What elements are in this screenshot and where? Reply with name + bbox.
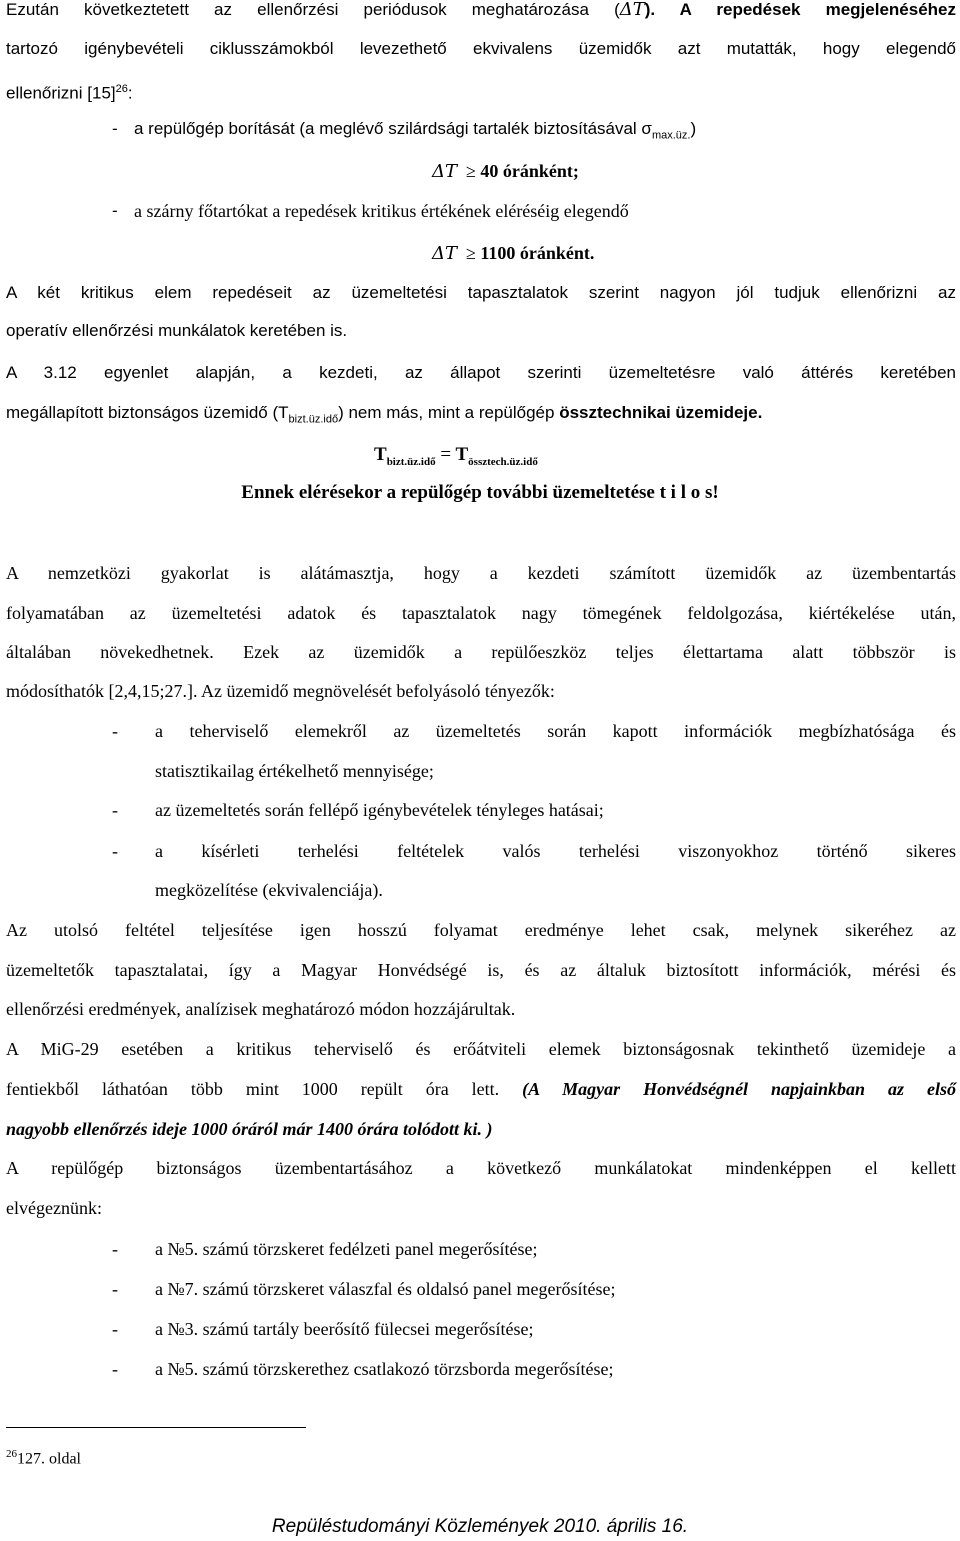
formula-2-symbol: ΔT xyxy=(432,243,458,264)
list2-dash-2: - xyxy=(112,800,118,820)
equation xyxy=(374,444,538,473)
intro-line-1 xyxy=(6,0,956,21)
t-subscript: bizt.üz.idő xyxy=(288,413,339,426)
conclusion: Ennek elérésekor a repülőgép további üzemeltetése t i l o s! xyxy=(241,482,719,503)
list2-item-3-line-1: a kísérleti terhelési feltételek valós terhelési viszonyokhoz történő sikeres xyxy=(155,841,956,861)
list1-item-1-close: ) xyxy=(690,119,697,138)
list2-item-2: az üzemeltetés során fellépő igénybevételek tényleges hatásai; xyxy=(155,800,604,820)
equation-rhs-sub: össztech.üz.idő xyxy=(468,455,538,468)
formula-1-relation: ≥ xyxy=(466,161,476,181)
para4-line-2: folyamatában az üzemeltetési adatok és tapasztalatok nagy tömegének feldolgozása, kiértékelése után, xyxy=(6,603,956,623)
para5-line-3: ellenőrzési eredmények, analízisek meghatározó módon hozzájárultak. xyxy=(6,999,516,1019)
footnote-number: 26 xyxy=(6,1448,17,1460)
sigma-subscript: max.üz. xyxy=(651,129,691,142)
footnote xyxy=(6,1444,81,1469)
formula-1-symbol: ΔT xyxy=(432,161,458,182)
list3-dash-1: - xyxy=(112,1239,118,1259)
list3-item-3: a №3. számú tartály beerősítő fülecsei megerősítése; xyxy=(155,1319,534,1339)
delta-t-symbol: ΔT xyxy=(619,0,645,20)
list3-dash-3: - xyxy=(112,1319,118,1339)
list1-item-2: a szárny főtartókat a repedések kritikus értékének eléréséig elegendő xyxy=(134,201,629,221)
footnote-ref: 26 xyxy=(115,83,128,95)
para4-line-4: módosíthatók [2,4,15;27.]. Az üzemidő megnövelését befolyásoló tényezők: xyxy=(6,681,555,701)
intro-text-b: ). A repedések megjelenéséhez xyxy=(644,0,956,19)
para6-line-1: A MiG-29 esetében a kritikus teherviselő és erőátviteli elemek biztonságosnak tekinthető üzemideje a xyxy=(6,1039,956,1059)
equation-rhs: T xyxy=(455,444,469,465)
list3-item-2: a №7. számú törzskeret válaszfal és oldalsó panel megerősítése; xyxy=(155,1279,616,1299)
intro-text-a: Ezután következtetett az ellenőrzési periódusok meghatározása ( xyxy=(6,0,620,19)
formula-2-relation: ≥ xyxy=(466,243,476,263)
para6-line-2-text: fentiekből láthatóan több mint 1000 repült óra lett. xyxy=(6,1079,523,1099)
para7-line-1: A repülőgép biztonságos üzembentartásához a következő munkálatokat mindenképpen el kellett xyxy=(6,1158,956,1178)
equation-lhs: T xyxy=(374,444,387,465)
para3-line-1: A 3.12 egyenlet alapján, a kezdeti, az állapot szerinti üzemeltetésre való áttérés keretében xyxy=(6,363,956,382)
equation-lhs-sub: bizt.üz.idő xyxy=(386,455,436,468)
intro-line-3-colon: : xyxy=(127,83,133,103)
list1-item-1 xyxy=(134,118,696,146)
intro-line-3 xyxy=(6,78,133,105)
list2-item-1-line-1: a teherviselő elemekről az üzemeltetés során kapott információk megbízhatósága és xyxy=(155,721,956,741)
para5-line-1: Az utolsó feltétel teljesítése igen hosszú folyamat eredménye lehet csak, melynek sikeréhez az xyxy=(6,920,956,940)
intro-line-2: tartozó igénybevételi ciklusszámokból levezethető ekvivalens üzemidők azt mutatták, hogy elegendő xyxy=(6,39,956,58)
para6-line-2 xyxy=(6,1078,956,1100)
para3-line-2-text: megállapított biztonságos üzemidő (T xyxy=(6,403,289,422)
formula-1-value: 40 óránként; xyxy=(480,161,579,181)
list3-item-1: a №5. számú törzskeret fedélzeti panel megerősítése; xyxy=(155,1239,538,1259)
para4-line-3: általában növekedhetnek. Ezek az üzemidők a repülőeszköz teljes élettartama alatt többször is xyxy=(6,642,956,662)
equation-sign: = xyxy=(440,444,452,465)
list2-dash-3: - xyxy=(112,841,118,861)
formula-2 xyxy=(432,242,594,265)
para2-line-2: operatív ellenőrzési munkálatok keretében is. xyxy=(6,321,348,340)
para6-line-2-emphasis: (A Magyar Honvédségnél napjainkban az első xyxy=(522,1079,956,1099)
para3-line-2-middle: ) nem más, mint a repülőgép xyxy=(338,403,560,422)
list1-dash-2: - xyxy=(112,201,118,220)
list1-dash-1: - xyxy=(112,119,118,138)
intro-line-3-text: ellenőrizni [15] xyxy=(6,83,116,103)
para6-line-3: nagyobb ellenőrzés ideje 1000 óráról már 1400 órára tolódott ki. ) xyxy=(6,1119,493,1139)
formula-1 xyxy=(432,160,579,183)
list2-item-3-line-2: megközelítése (ekvivalenciája). xyxy=(155,880,383,900)
list2-item-1-line-2: statisztikailag értékelhető mennyisége; xyxy=(155,761,434,781)
list2-dash-1: - xyxy=(112,721,118,741)
para7-line-2: elvégeznünk: xyxy=(6,1198,102,1218)
para4-line-1: A nemzetközi gyakorlat is alátámasztja, hogy a kezdeti számított üzemidők az üzembentartás xyxy=(6,563,956,583)
footnote-separator xyxy=(6,1427,306,1428)
page-footer: Repüléstudományi Közlemények 2010. április 16. xyxy=(271,1516,689,1537)
para3-line-2-bold: össztechnikai üzemideje. xyxy=(559,403,763,422)
para2-line-1: A két kritikus elem repedéseit az üzemeltetési tapasztalatok szerint nagyon jól tudjuk ellenőrizni az xyxy=(6,283,956,302)
para3-line-2 xyxy=(6,402,762,430)
list1-item-1-text: a repülőgép borítását (a meglévő szilárdsági tartalék biztosításával σ xyxy=(134,119,652,138)
formula-2-value: 1100 óránként. xyxy=(480,243,595,263)
para5-line-2: üzemeltetők tapasztalatai, így a Magyar Honvédségé is, és az általuk biztosított információk, mérési és xyxy=(6,960,956,980)
list3-item-4: a №5. számú törzskerethez csatlakozó törzsborda megerősítése; xyxy=(155,1359,614,1379)
footnote-text: 127. oldal xyxy=(17,1450,81,1468)
list3-dash-4: - xyxy=(112,1359,118,1379)
list3-dash-2: - xyxy=(112,1279,118,1299)
